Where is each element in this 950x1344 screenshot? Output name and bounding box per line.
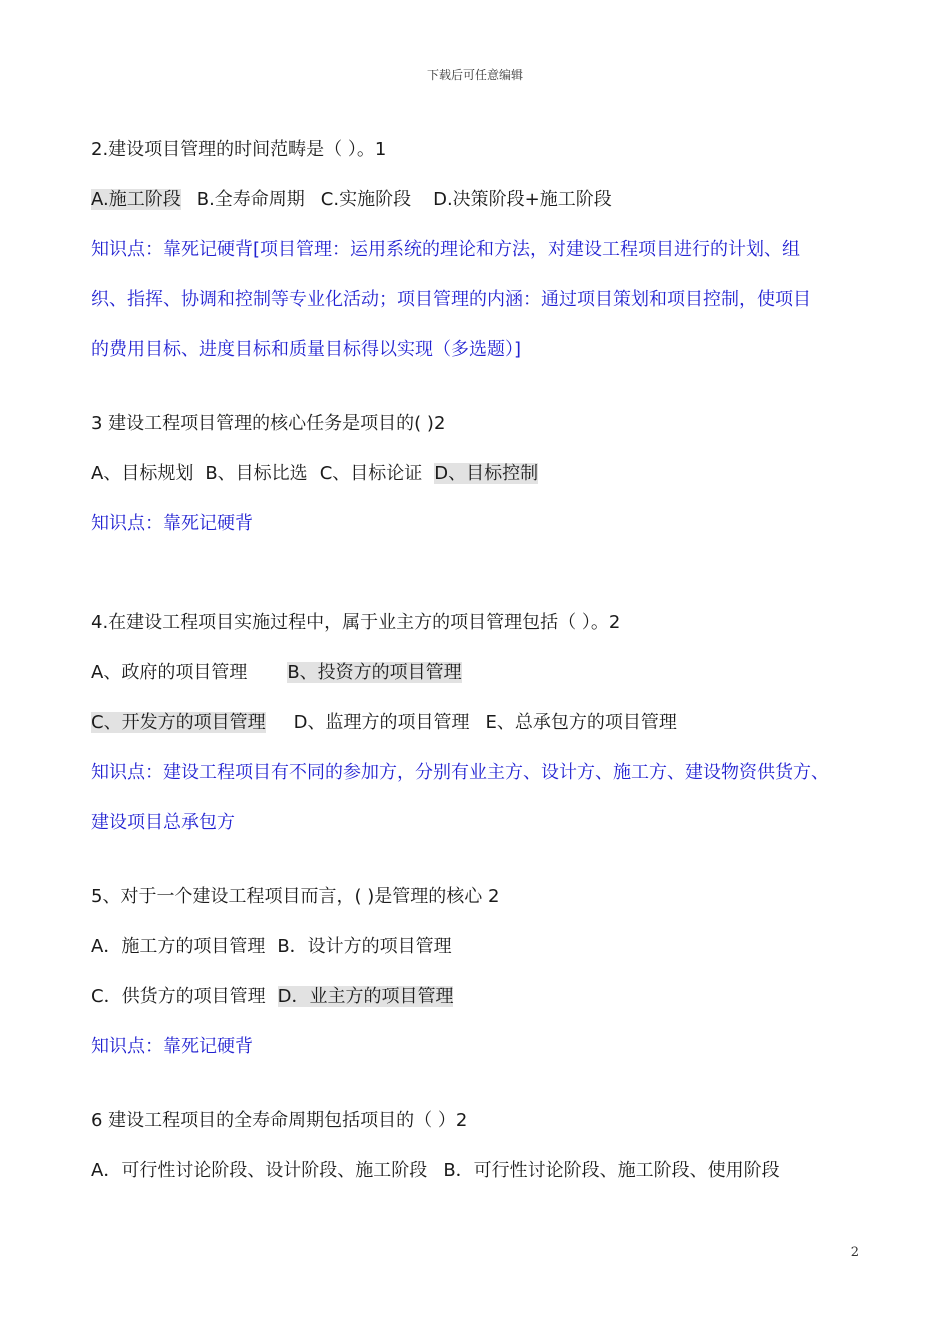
q2-knowledge-note-line-3: 的费用目标、进度目标和质量目标得以实现（多选题）] bbox=[91, 339, 522, 360]
question-5-options-row-2 bbox=[91, 984, 453, 1010]
q3-option-b: B、目标比选 bbox=[205, 463, 308, 484]
question-5: 5、对于一个建设工程项目而言，( )是管理的核心 2 bbox=[91, 886, 500, 907]
q6-option-a: A．可行性讨论阶段、设计阶段、施工阶段 bbox=[91, 1160, 428, 1181]
question-6: 6 建设工程项目的全寿命周期包括项目的（ ）2 bbox=[91, 1110, 468, 1131]
q3-option-a: A、目标规划 bbox=[91, 463, 194, 484]
q2-knowledge-note-line-2: 织、指挥、协调和控制等专业化活动；项目管理的内涵：通过项目策划和项目控制，使项目 bbox=[91, 289, 811, 310]
q3-option-c: C、目标论证 bbox=[319, 463, 423, 484]
question-5-options-row-1 bbox=[91, 934, 452, 960]
question-2: 2.建设项目管理的时间范畴是（ ）。1 bbox=[91, 139, 387, 160]
q4-option-e: E、总承包方的项目管理 bbox=[485, 712, 677, 733]
q4-option-b-answer: B、投资方的项目管理 bbox=[287, 662, 462, 683]
q3-option-d-answer: D、目标控制 bbox=[434, 463, 539, 484]
q5-option-b: B．设计方的项目管理 bbox=[277, 936, 452, 957]
question-2-options bbox=[91, 187, 612, 213]
q3-knowledge-note: 知识点：靠死记硬背 bbox=[91, 513, 253, 534]
q4-knowledge-note-line-1: 知识点：建设工程项目有不同的参加方，分别有业主方、设计方、施工方、建设物资供货方、 bbox=[91, 762, 829, 783]
q2-option-d: D.决策阶段+施工阶段 bbox=[433, 189, 612, 210]
page-header: 下载后可任意编辑 bbox=[426, 68, 523, 82]
question-3: 3 建设工程项目管理的核心任务是项目的( )2 bbox=[91, 413, 446, 434]
question-4: 4.在建设工程项目实施过程中，属于业主方的项目管理包括（ ）。2 bbox=[91, 612, 621, 633]
q5-knowledge-note: 知识点：靠死记硬背 bbox=[91, 1036, 253, 1057]
q4-knowledge-note-line-2: 建设项目总承包方 bbox=[91, 812, 235, 833]
q4-option-a: A、政府的项目管理 bbox=[91, 662, 248, 683]
q5-option-d-answer: D．业主方的项目管理 bbox=[277, 986, 454, 1007]
q6-option-b: B．可行性讨论阶段、施工阶段、使用阶段 bbox=[443, 1160, 780, 1181]
question-6-options-row-1 bbox=[91, 1158, 780, 1184]
q2-option-a-answer: A.施工阶段 bbox=[91, 189, 181, 210]
q4-option-c-answer: C、开发方的项目管理 bbox=[91, 712, 266, 733]
question-4-options-row-1 bbox=[91, 660, 462, 686]
page-number: 2 bbox=[850, 1245, 859, 1260]
q4-option-d: D、监理方的项目管理 bbox=[293, 712, 470, 733]
question-3-options bbox=[91, 461, 538, 487]
q2-knowledge-note-line-1: 知识点：靠死记硬背[项目管理：运用系统的理论和方法，对建设工程项目进行的计划、组 bbox=[91, 239, 801, 260]
q5-option-a: A．施工方的项目管理 bbox=[91, 936, 266, 957]
question-4-options-row-2 bbox=[91, 710, 677, 736]
q5-option-c: C．供货方的项目管理 bbox=[91, 986, 266, 1007]
q2-option-b: B.全寿命周期 bbox=[196, 189, 305, 210]
q2-option-c: C.实施阶段 bbox=[320, 189, 412, 210]
